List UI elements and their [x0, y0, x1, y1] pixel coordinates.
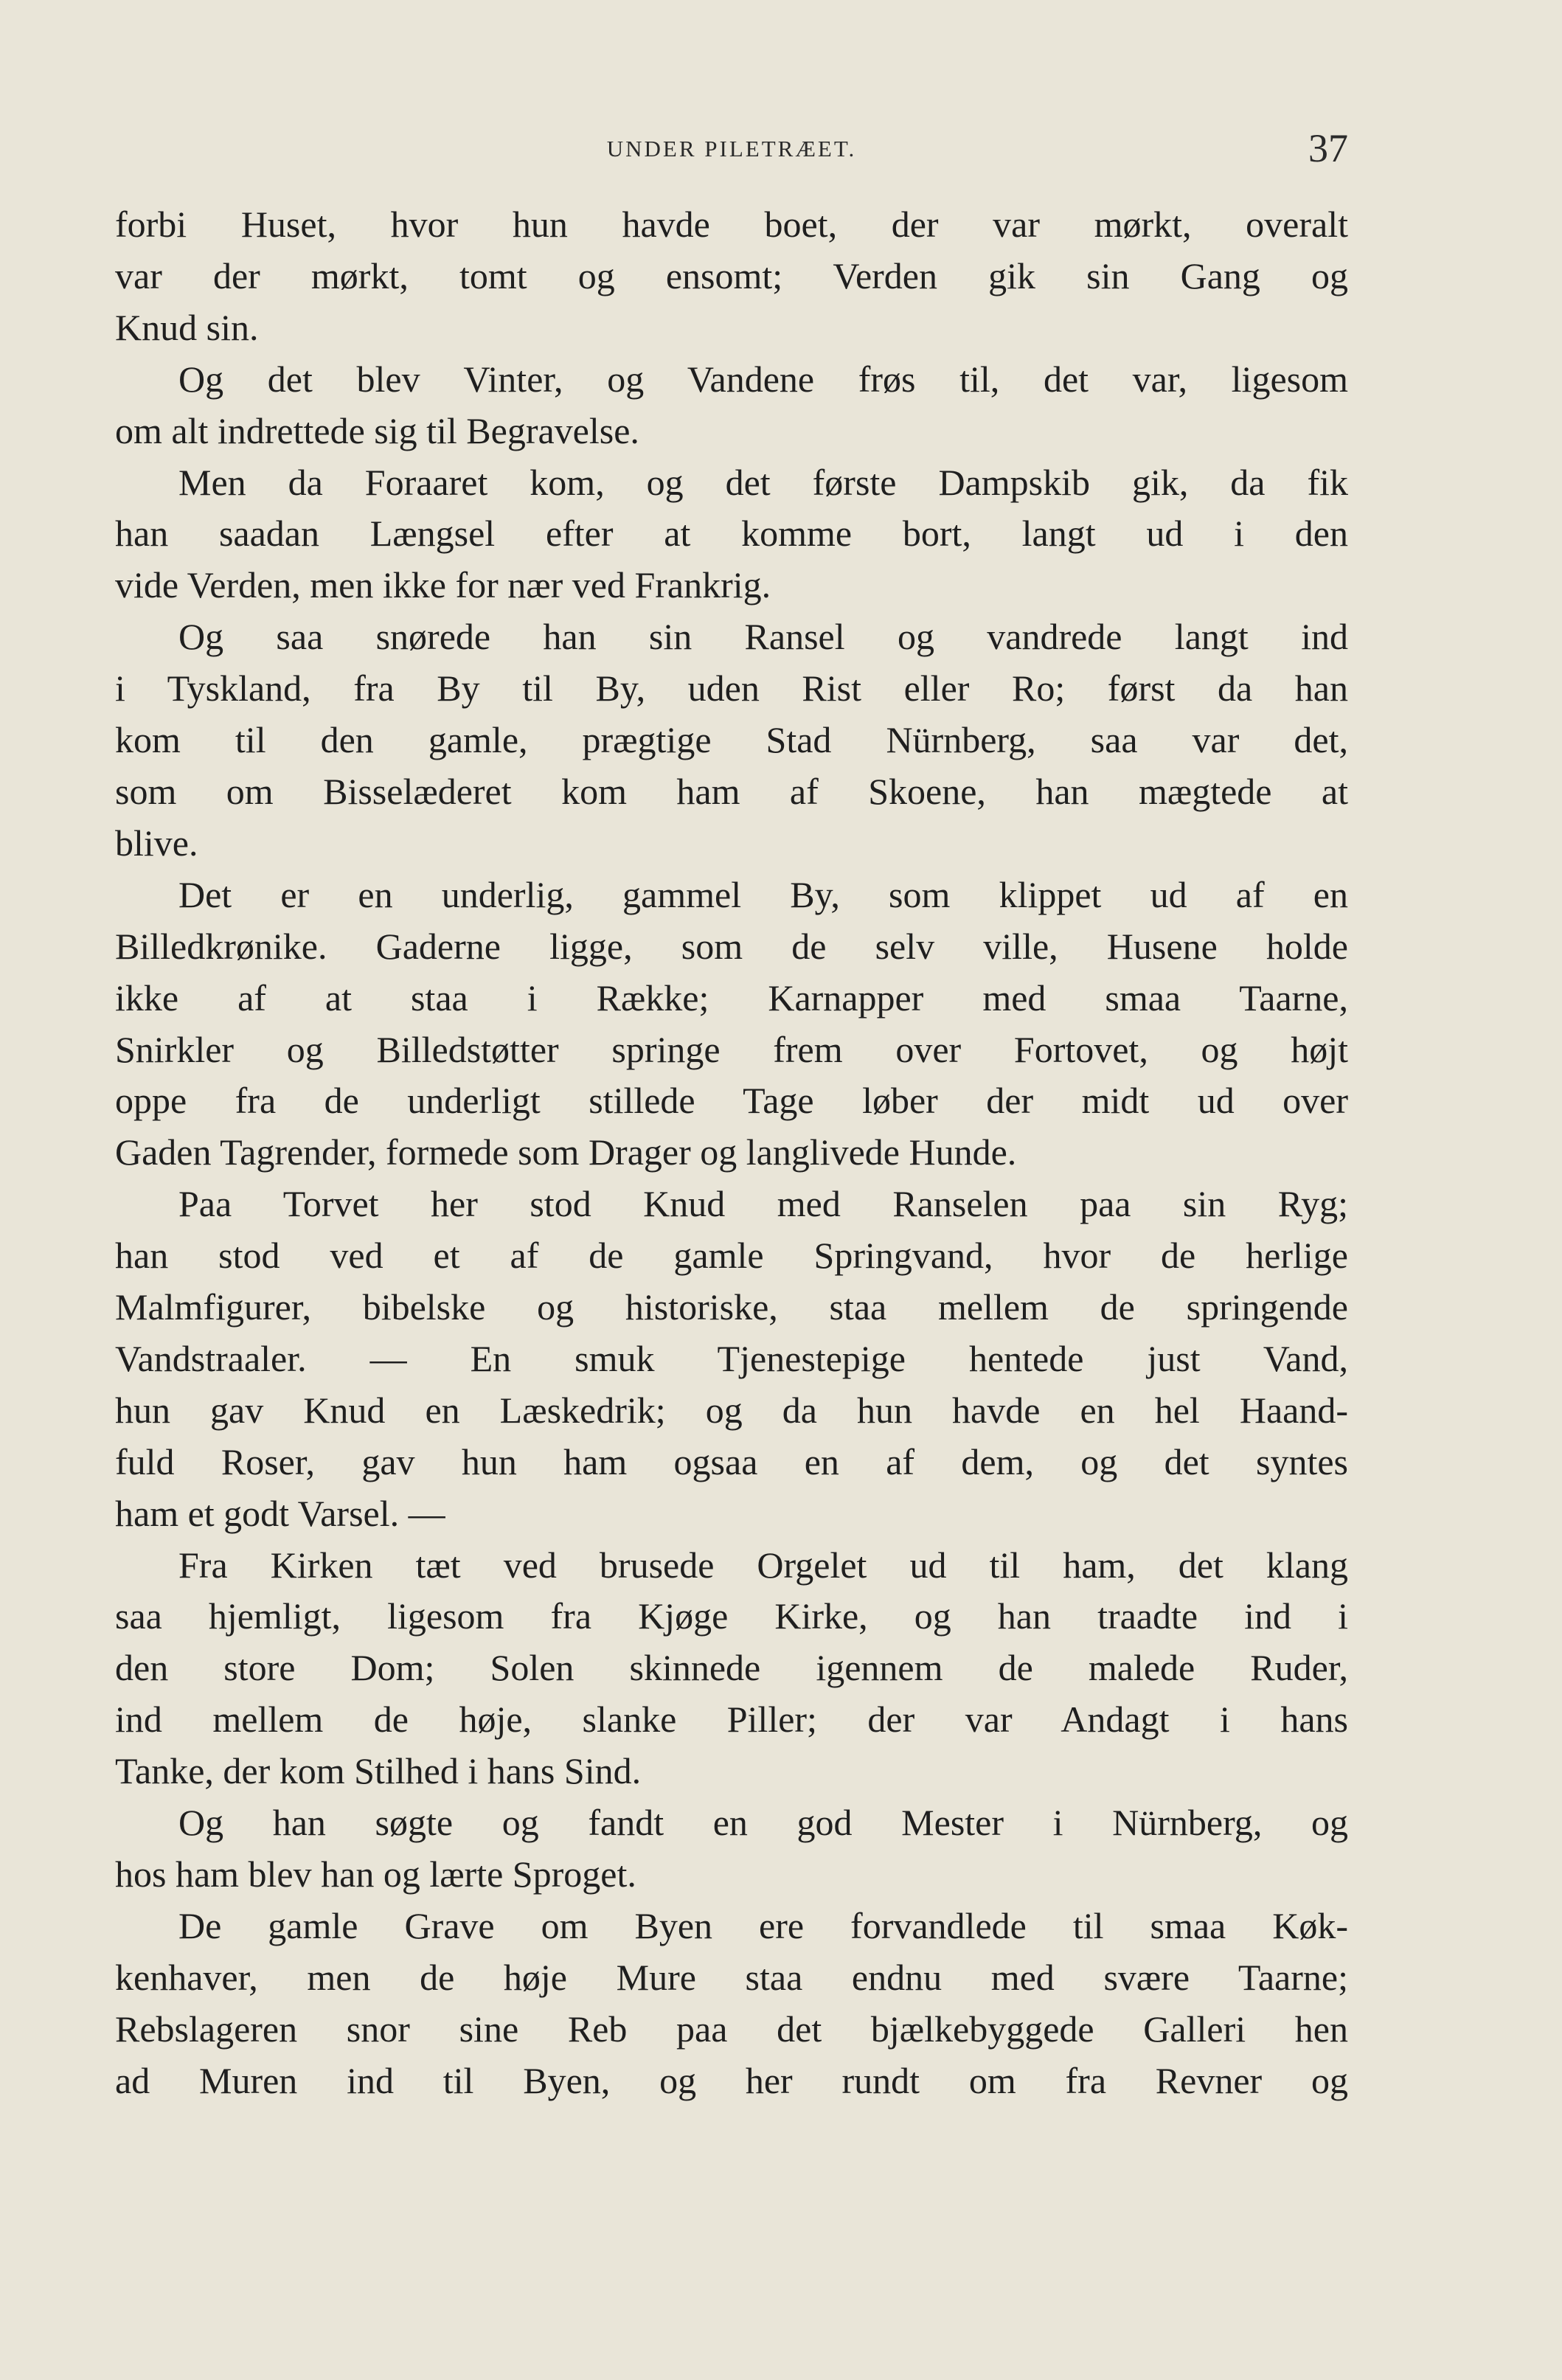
text-line: om alt indrettede sig til Begravelse.: [115, 409, 639, 451]
text-line: Billedkrønike. Gaderne ligge, som de selv ville, Husene holde: [115, 925, 1348, 967]
text-line: Tanke, der kom Stilhed i hans Sind.: [115, 1750, 642, 1792]
text-line: Og han søgte og fandt en god Mester i Nürnberg, og: [178, 1802, 1348, 1844]
text-line: den store Dom; Solen skinnede igennem de malede Ruder,: [115, 1647, 1348, 1689]
text-line: De gamle Grave om Byen ere forvandlede til smaa Køk-: [178, 1904, 1348, 1946]
text-line: kom til den gamle, prægtige Stad Nürnberg, saa var det,: [115, 719, 1348, 761]
text-line: Knud sin.: [115, 306, 259, 348]
running-header: [115, 125, 1348, 173]
text-line: hun gav Knud en Læskedrik; og da hun havde en hel Haand-: [115, 1389, 1348, 1431]
text-line: Og saa snørede han sin Ransel og vandrede langt ind: [178, 616, 1348, 658]
text-line: blive.: [115, 822, 198, 864]
text-line: fuld Roser, gav hun ham ogsaa en af dem, og det syntes: [115, 1440, 1348, 1482]
text-line: Rebslageren snor sine Reb paa det bjælkebyggede Galleri hen: [115, 2008, 1348, 2050]
paragraph: [115, 1901, 1348, 2107]
text-line: Vandstraaler. — En smuk Tjenestepige hentede just Vand,: [115, 1337, 1348, 1379]
text-line: Paa Torvet her stod Knud med Ranselen paa sin Ryg;: [178, 1183, 1348, 1225]
paragraph: [115, 611, 1348, 870]
paragraph: [115, 1797, 1348, 1901]
paragraph: [115, 199, 1348, 354]
text-line: ind mellem de høje, slanke Piller; der var Andagt i hans: [115, 1699, 1348, 1741]
body-text: [115, 199, 1348, 2107]
text-line: Fra Kirken tæt ved brusede Orgelet ud til ham, det klang: [178, 1544, 1348, 1586]
text-line: forbi Huset, hvor hun havde boet, der var mørkt, overalt: [115, 204, 1348, 245]
paragraph: [115, 870, 1348, 1179]
running-title: UNDER PILETRÆET.: [606, 136, 857, 162]
text-line: hos ham blev han og lærte Sproget.: [115, 1853, 636, 1895]
text-line: ad Muren ind til Byen, og her rundt om fra Revner og: [115, 2059, 1348, 2101]
paragraph: [115, 354, 1348, 457]
text-line: Men da Foraaret kom, og det første Dampskib gik, da fik: [178, 461, 1348, 503]
text-line: han saadan Længsel efter at komme bort, langt ud i den: [115, 513, 1348, 555]
text-line: kenhaver, men de høje Mure staa endnu med svære Taarne;: [115, 1956, 1348, 1998]
text-line: oppe fra de underligt stillede Tage løber der midt ud over: [115, 1080, 1348, 1122]
text-line: Snirkler og Billedstøtter springe frem over Fortovet, og højt: [115, 1028, 1348, 1070]
text-line: Gaden Tagrender, formede som Drager og langlivede Hunde.: [115, 1131, 1017, 1173]
text-line: i Tyskland, fra By til By, uden Rist eller Ro; først da han: [115, 667, 1348, 710]
text-line: Malmfigurer, bibelske og historiske, staa mellem de springende: [115, 1286, 1348, 1328]
text-line: som om Bisselæderet kom ham af Skoene, han mægtede at: [115, 770, 1348, 812]
text-line: han stod ved et af de gamle Springvand, hvor de herlige: [115, 1235, 1348, 1277]
text-line: ham et godt Varsel. —: [115, 1492, 445, 1534]
paragraph: [115, 1540, 1348, 1798]
text-line: Det er en underlig, gammel By, som klippet ud af en: [178, 873, 1348, 915]
paragraph: [115, 457, 1348, 612]
paragraph: [115, 1179, 1348, 1539]
text-line: vide Verden, men ikke for nær ved Frankrig.: [115, 564, 771, 606]
page-number: 37: [1308, 126, 1348, 170]
text-line: var der mørkt, tomt og ensomt; Verden gik sin Gang og: [115, 254, 1348, 296]
text-line: saa hjemligt, ligesom fra Kjøge Kirke, og han traadte ind i: [115, 1595, 1348, 1637]
text-line: ikke af at staa i Række; Karnapper med smaa Taarne,: [115, 976, 1348, 1019]
text-line: Og det blev Vinter, og Vandene frøs til, det var, ligesom: [178, 358, 1348, 400]
